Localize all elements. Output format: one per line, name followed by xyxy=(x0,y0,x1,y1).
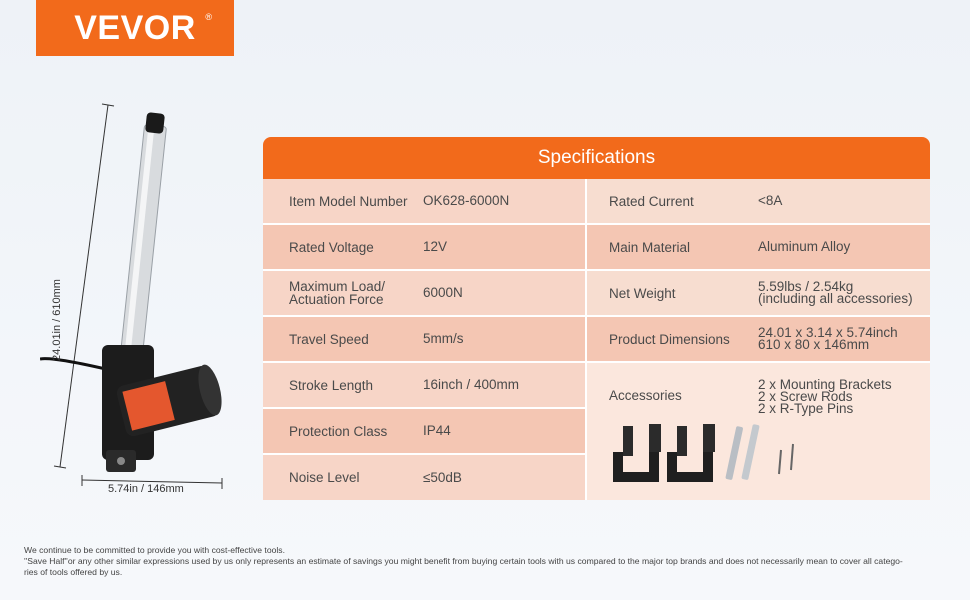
spec-row xyxy=(263,409,585,455)
spec-value: IP44 xyxy=(423,423,451,438)
spec-value-line: 24.01 x 3.14 x 5.74inch xyxy=(758,325,898,340)
spec-row xyxy=(263,271,585,317)
spec-row-accessories xyxy=(587,363,930,500)
spec-row xyxy=(263,225,585,271)
spec-value xyxy=(758,379,892,415)
brand-name: VEVOR xyxy=(74,8,196,47)
spec-label: Net Weight xyxy=(609,285,676,301)
specs-right-column xyxy=(587,179,930,500)
spec-row xyxy=(587,317,930,363)
spec-value-line: 5.59lbs / 2.54kg xyxy=(758,279,854,294)
spec-value xyxy=(758,281,913,305)
spec-row xyxy=(263,455,585,500)
footnote-line: ''Save Half''or any other similar expressions used by us only represents an estimate of savings you might benefit from buying certain tools with us compared to the major top brands and does not necessarily mean to cover all catego- xyxy=(24,556,903,566)
spec-value-line: 2 x Mounting Brackets xyxy=(758,377,892,392)
spec-value: Aluminum Alloy xyxy=(758,239,851,254)
spec-row xyxy=(263,363,585,409)
spec-value: 6000N xyxy=(423,285,463,300)
spec-value: <8A xyxy=(758,193,783,208)
product-image xyxy=(40,95,240,505)
brand-logo xyxy=(36,0,234,56)
specifications-title: Specifications xyxy=(537,147,656,168)
width-dimension-label: 5.74in / 146mm xyxy=(108,483,184,495)
spec-value-line: 2 x R-Type Pins xyxy=(758,401,854,416)
height-dimension-label: 24.01in / 610mm xyxy=(51,279,63,361)
spec-row xyxy=(587,225,930,271)
spec-row xyxy=(263,179,585,225)
spec-value: 12V xyxy=(423,239,448,254)
spec-label: Travel Speed xyxy=(289,331,369,347)
spec-label: Noise Level xyxy=(289,470,360,485)
specifications-header xyxy=(263,137,930,179)
spec-value-line: (including all accessories) xyxy=(758,291,913,306)
footnote-line: ries of tools offered by us. xyxy=(24,567,123,577)
spec-value: 16inch / 400mm xyxy=(423,377,520,392)
spec-value-line: 2 x Screw Rods xyxy=(758,389,853,404)
spec-label: Item Model Number xyxy=(289,193,408,209)
spec-label: Product Dimensions xyxy=(609,331,730,347)
spec-label: Rated Current xyxy=(609,193,694,209)
spec-value: 5mm/s xyxy=(423,331,464,346)
spec-value xyxy=(758,327,898,351)
spec-row xyxy=(263,317,585,363)
registered-mark: ® xyxy=(205,12,212,22)
spec-value-line: 610 x 80 x 146mm xyxy=(758,337,870,352)
spec-label-line: Maximum Load/ xyxy=(289,279,386,294)
spec-label: Protection Class xyxy=(289,423,388,439)
spec-label: Stroke Length xyxy=(289,377,374,393)
spec-row xyxy=(587,271,930,317)
disclaimer-footnote xyxy=(24,545,949,578)
spec-row xyxy=(587,179,930,225)
spec-label xyxy=(289,280,385,306)
accessories-image xyxy=(609,422,809,488)
footnote-line: We continue to be committed to provide you with cost-effective tools. xyxy=(24,545,285,555)
spec-value: ≤50dB xyxy=(423,469,462,485)
specifications-table xyxy=(263,137,930,500)
spec-label: Accessories xyxy=(609,388,682,403)
spec-label: Main Material xyxy=(609,239,691,255)
spec-label: Rated Voltage xyxy=(289,239,374,255)
specs-left-column xyxy=(263,179,585,500)
spec-value: OK628-6000N xyxy=(423,193,510,208)
spec-label-line: Actuation Force xyxy=(289,292,384,307)
